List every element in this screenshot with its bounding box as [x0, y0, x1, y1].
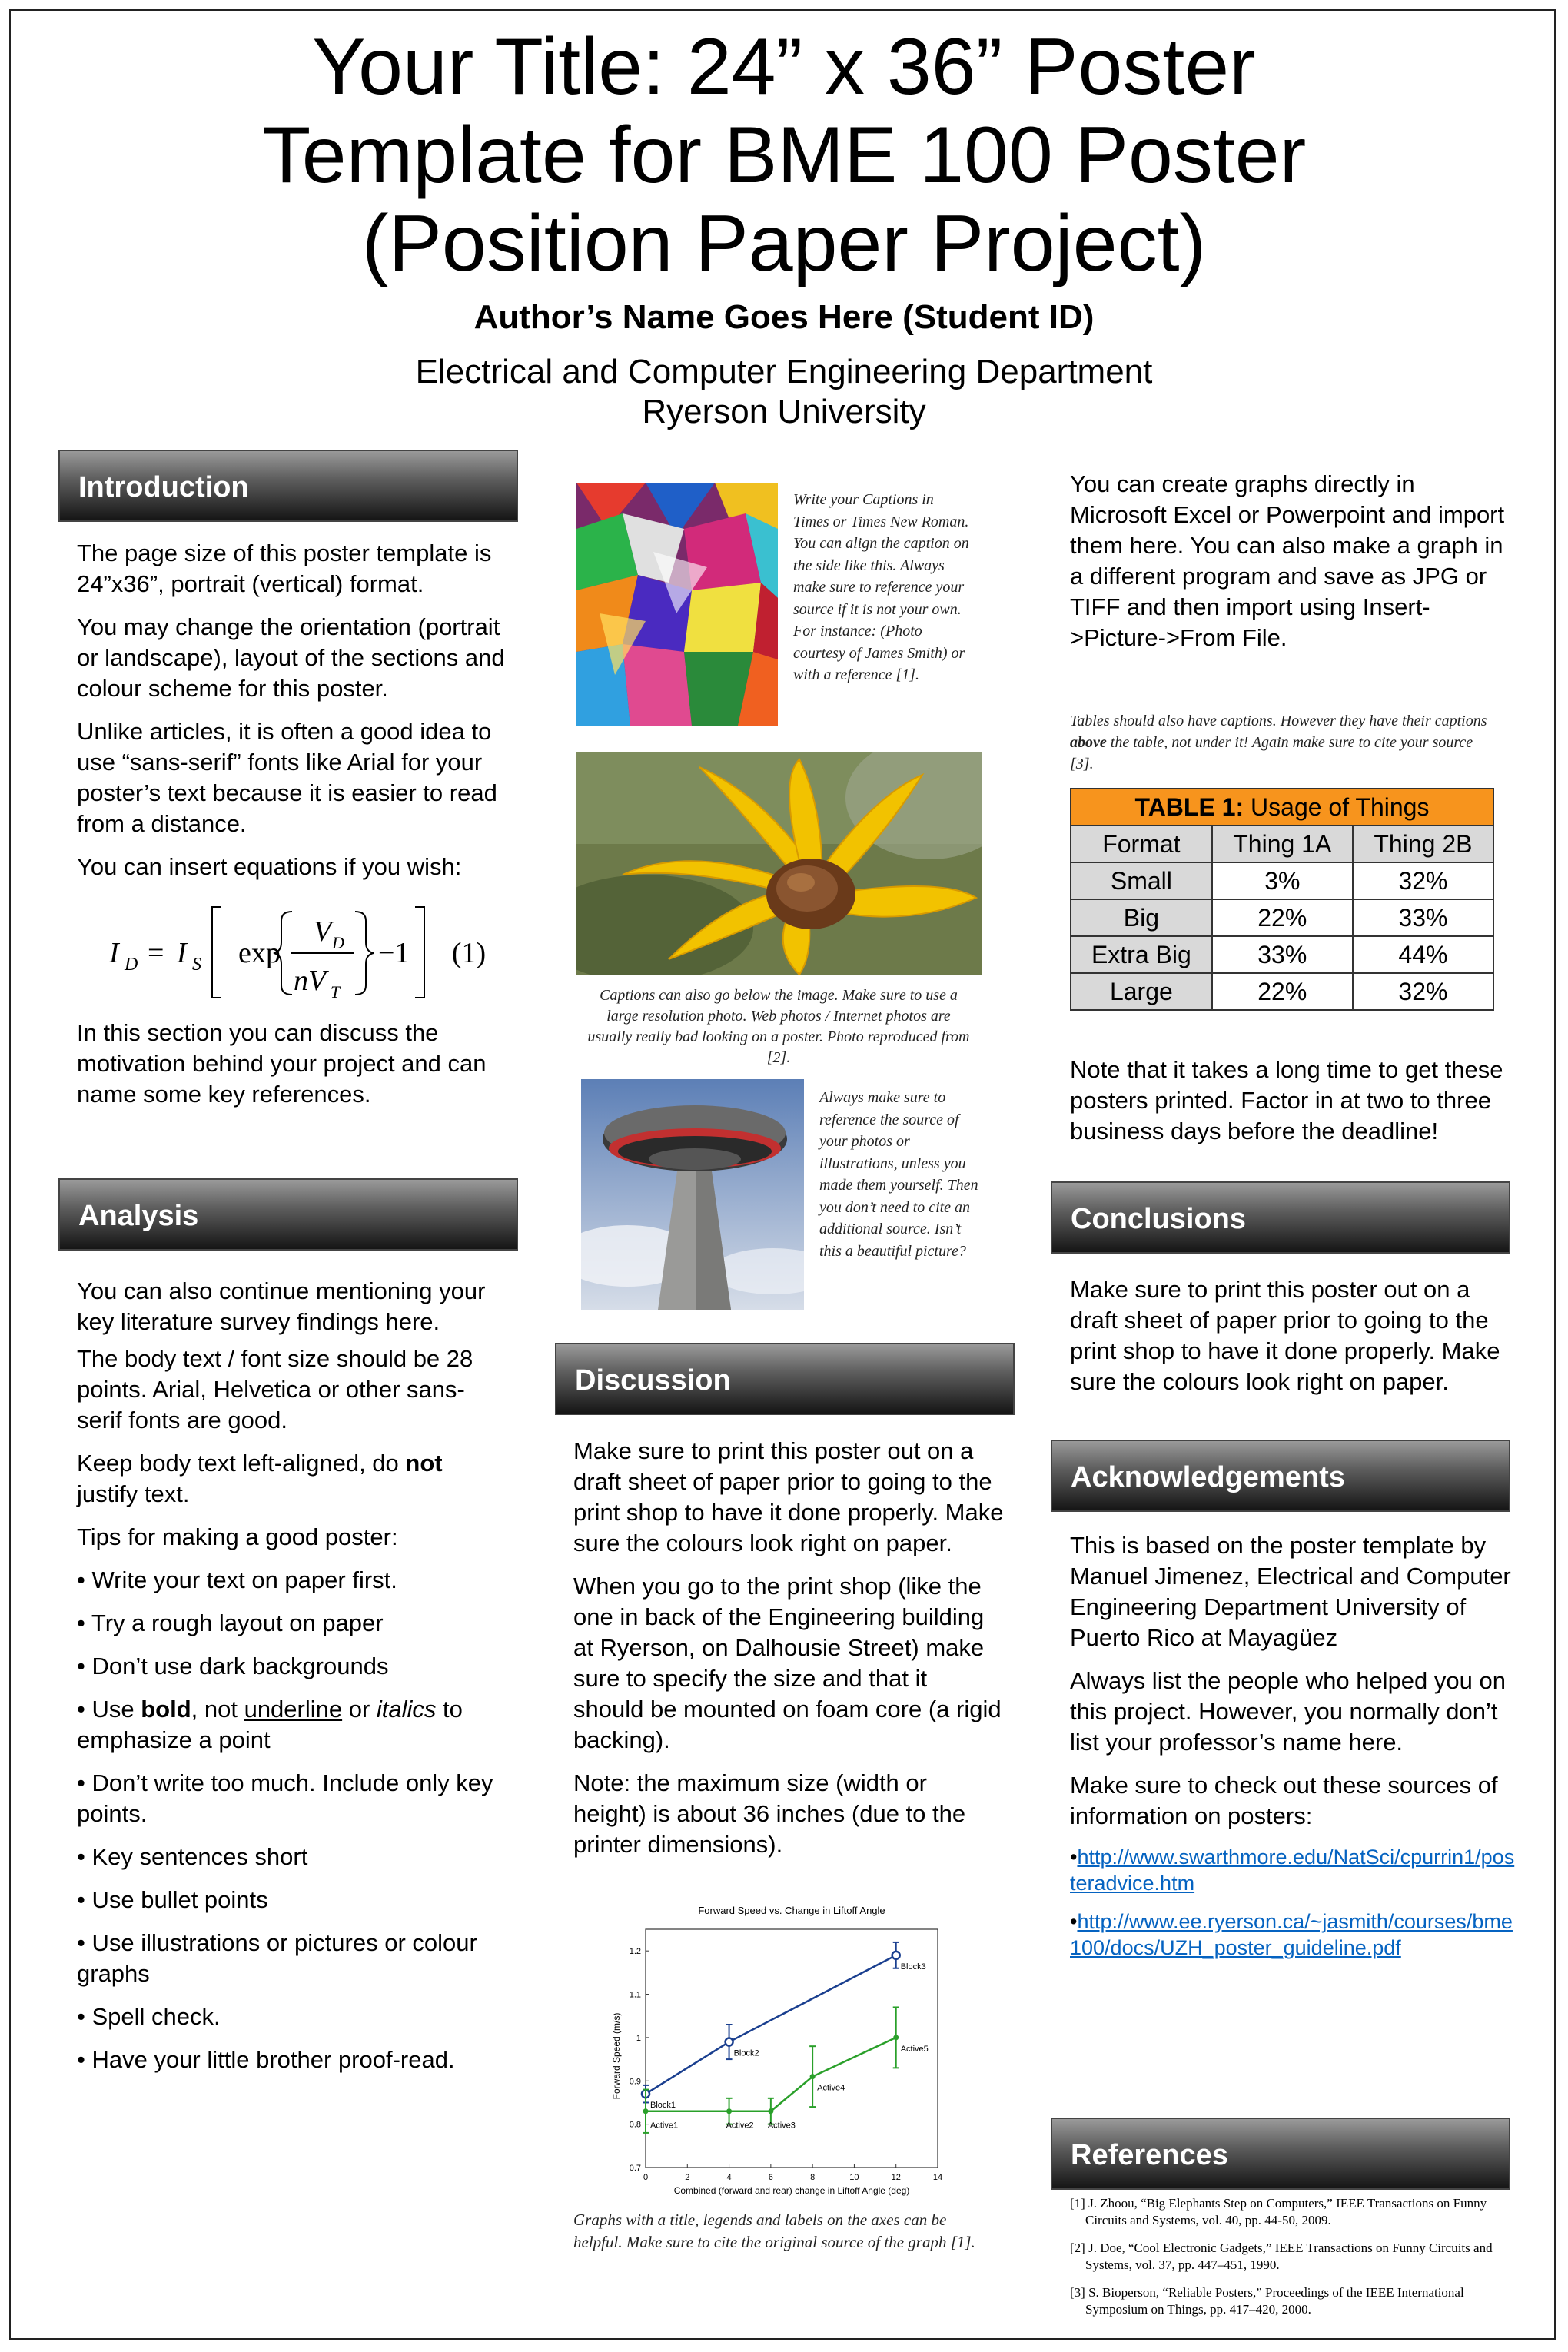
- chart-y-tick-label: 1.2: [629, 1947, 641, 1957]
- intro-paragraph: You can insert equations if you wish:: [77, 853, 462, 880]
- photo-caption-below: Captions can also go below the image. Make sure to use a large resolution photo. Web photos / Internet photos are usually really bad looking on a poster. Photo reproduced from [2].: [587, 987, 970, 1066]
- discussion-paragraph: When you go to the print shop (like the one in back of the Engineering building at Ryerson, on Dalhousie Street) make sure to specify the size and that it should be mounted on foam core (a rigid backing).: [573, 1573, 1002, 1753]
- analysis-paragraph: The body text / font size should be 28 points. Arial, Helvetica or other sans-serif fonts are good.: [77, 1345, 473, 1433]
- table-row-label: Extra Big: [1071, 936, 1212, 973]
- svg-text:S: S: [192, 955, 201, 975]
- table-header-cell: Thing 2B: [1353, 826, 1493, 862]
- table-row-label: Small: [1071, 862, 1212, 899]
- svg-text:exp: exp: [238, 937, 281, 969]
- ack-paragraph: Always list the people who helped you on this project. However, you normally don’t list your professor’s name here.: [1070, 1667, 1506, 1756]
- chart-x-tick-label: 10: [849, 2173, 859, 2182]
- affiliation: [0, 352, 1568, 432]
- table-cell: 22%: [1212, 973, 1353, 1010]
- chart-data-label: Active3: [767, 2121, 796, 2131]
- table-cell: 33%: [1353, 899, 1493, 936]
- intro-paragraph: Unlike articles, it is often a good idea to use “sans-serif” fonts like Arial for your poster’s text because it is easier to read from a distance.: [77, 718, 497, 837]
- paper-cranes-photo: [576, 483, 778, 726]
- graphs-paragraph: You can create graphs directly in Microsoft Excel or Powerpoint and import them here. You can also make a graph in a different program and save as JPG or TIFF and then import using Insert->Picture->From File.: [1070, 470, 1505, 651]
- chart-point: [726, 2108, 732, 2114]
- references-list: [1070, 2195, 1500, 2329]
- conclusions-header: Conclusions: [1051, 1181, 1510, 1254]
- paper-cranes-image: [576, 483, 778, 726]
- svg-text:V: V: [314, 915, 332, 948]
- analysis-paragraph: You can also continue mentioning your key literature survey findings here.: [77, 1277, 486, 1335]
- ack-paragraph: This is based on the poster template by Manuel Jimenez, Electrical and Computer Engineering Department University of Puerto Rico at Mayagüez: [1070, 1532, 1511, 1651]
- chart-point: [892, 1952, 900, 1959]
- references-header: References: [1051, 2118, 1510, 2190]
- tip-item: [77, 1694, 507, 1756]
- chart-point: [726, 2038, 733, 2046]
- table-cell: 22%: [1212, 899, 1353, 936]
- chart-x-tick-label: 2: [685, 2173, 690, 2182]
- chart-plot-frame: [646, 1929, 938, 2168]
- poster-guideline-link[interactable]: http://www.ee.ryerson.ca/~jasmith/courses/bme100/docs/UZH_poster_guideline.pdf: [1070, 1910, 1513, 1959]
- chart-point: [893, 2035, 899, 2040]
- table-title-label: TABLE 1:: [1134, 792, 1244, 821]
- chart-x-tick-label: 6: [768, 2173, 773, 2182]
- chart-data-label: Block2: [733, 2048, 759, 2058]
- table-row: [1071, 973, 1493, 1010]
- tip-item: • Write your text on paper first.: [77, 1566, 397, 1593]
- photo-caption-side: Write your Captions in Times or Times New Roman. You can align the caption on the side like this. Always make sure to reference your source if it is not your own. For instance: (Photo courtesy of James Smith) or with a reference [1].: [793, 491, 969, 683]
- chart-x-tick-label: 12: [891, 2173, 901, 2182]
- discussion-header: Discussion: [555, 1343, 1015, 1415]
- chart-data-label: Active4: [817, 2083, 845, 2093]
- tip-item: • Key sentences short: [77, 1843, 308, 1870]
- chart-series-line: [646, 1955, 896, 2094]
- chart-x-tick-label: 4: [726, 2173, 732, 2182]
- tips-intro: Tips for making a good poster:: [77, 1523, 398, 1550]
- chart-x-tick-label: 14: [932, 2173, 943, 2182]
- bold-text: above: [1070, 734, 1107, 751]
- poster-title: [0, 23, 1568, 288]
- chart-y-tick-label: 1: [636, 2033, 641, 2043]
- tip-item: • Don’t use dark backgrounds: [77, 1653, 389, 1679]
- chart-data-label: Active5: [900, 2044, 929, 2054]
- link-item: •http://www.ee.ryerson.ca/~jasmith/courses/bme100/docs/UZH_poster_guideline.pdf: [1070, 1910, 1513, 1959]
- text-run: Tables should also have captions. However they have their captions: [1070, 713, 1487, 729]
- speed-chart: [584, 1899, 953, 2198]
- table-row: [1071, 899, 1493, 936]
- svg-text:T: T: [331, 982, 341, 1002]
- svg-text:I: I: [177, 937, 187, 969]
- discussion-paragraph: Make sure to print this poster out on a draft sheet of paper prior to going to the print shop to have it done properly. Make sure the colours look right on paper.: [573, 1437, 1004, 1556]
- poster-advice-link[interactable]: http://www.swarthmore.edu/NatSci/cpurrin1/posteradvice.htm: [1070, 1845, 1515, 1895]
- chart-y-tick-label: 1.1: [629, 1990, 641, 2000]
- text-run: to emphasize a point: [77, 1696, 463, 1753]
- table-header-cell: Thing 1A: [1212, 826, 1353, 862]
- text-run: • Use: [77, 1696, 141, 1722]
- yellow-flower-photo: [576, 752, 982, 975]
- ack-paragraph: Make sure to check out these sources of information on posters:: [1070, 1772, 1498, 1829]
- chart-point: [643, 2108, 649, 2114]
- graph-caption: Graphs with a title, legends and labels on the axes can be helpful. Make sure to cite the original source of the graph [1].: [573, 2211, 975, 2251]
- discussion-paragraph: Note: the maximum size (width or height) is about 36 inches (due to the printer dimensions).: [573, 1769, 966, 1858]
- university: Ryerson University: [642, 393, 926, 430]
- text-run: the table, not under it! Again make sure to cite your source [3].: [1070, 734, 1473, 772]
- analysis-paragraph: [77, 1448, 507, 1510]
- table-cell: 32%: [1353, 862, 1493, 899]
- usage-table: [1070, 788, 1494, 1011]
- usage-table-grid: [1070, 788, 1494, 1011]
- calgary-tower-photo: [581, 1079, 804, 1310]
- intro-paragraph: The page size of this poster template is 24”x36”, portrait (vertical) format.: [77, 540, 492, 597]
- text-run: , not: [191, 1696, 244, 1722]
- yellow-flower-image: [576, 752, 982, 975]
- italic-text: italics: [376, 1696, 437, 1722]
- chart-y-tick-label: 0.8: [629, 2120, 641, 2130]
- reference-item: [2] J. Doe, “Cool Electronic Gadgets,” IEEE Transactions on Funny Circuits and Systems, vol. 37, pp. 447–451, 1990.: [1070, 2241, 1493, 2272]
- svg-text:nV: nV: [294, 965, 327, 997]
- tip-item: • Use illustrations or pictures or colour graphs: [77, 1929, 477, 1987]
- table-row: [1071, 936, 1493, 973]
- table-header-row: [1071, 826, 1493, 862]
- tip-item: • Use bullet points: [77, 1886, 268, 1913]
- tip-item: • Don’t write too much. Include only key points.: [77, 1769, 493, 1827]
- table-title: [1071, 789, 1493, 826]
- table-cell: 33%: [1212, 936, 1353, 973]
- chart-y-tick-label: 0.9: [629, 2077, 641, 2087]
- bold-text: not: [405, 1450, 443, 1477]
- reference-item: [3] S. Bioperson, “Reliable Posters,” Proceedings of the IEEE International Symposium on Things, pp. 417–420, 2000.: [1070, 2285, 1464, 2317]
- table-row-label: Large: [1071, 973, 1212, 1010]
- analysis-header: Analysis: [58, 1178, 518, 1251]
- svg-text:D: D: [125, 955, 138, 975]
- introduction-header: Introduction: [58, 450, 518, 522]
- table-row: [1071, 862, 1493, 899]
- text-run: or: [342, 1696, 377, 1722]
- title-line-3: (Position Paper Project): [361, 199, 1207, 288]
- underlined-text: underline: [244, 1696, 343, 1722]
- equation-number: (1): [451, 937, 487, 969]
- conclusions-body: Make sure to print this poster out on a draft sheet of paper prior to going to the print shop to have it done properly. Make sure the colours look right on paper.: [1070, 1276, 1500, 1395]
- table-title-text: Usage of Things: [1244, 792, 1430, 821]
- introduction-body: [77, 538, 507, 1122]
- tip-item: • Have your little brother proof-read.: [77, 2046, 455, 2073]
- table-row-label: Big: [1071, 899, 1212, 936]
- svg-text:I: I: [109, 937, 119, 969]
- title-line-2: Template for BME 100 Poster: [261, 111, 1307, 200]
- chart-title: Forward Speed vs. Change in Liftoff Angle: [698, 1905, 885, 1916]
- chart-point: [810, 2074, 816, 2079]
- link-item: •http://www.swarthmore.edu/NatSci/cpurrin1/posteradvice.htm: [1070, 1845, 1515, 1895]
- chart-data-label: Active2: [726, 2121, 754, 2131]
- department: Electrical and Computer Engineering Department: [415, 353, 1153, 390]
- analysis-body: [77, 1276, 507, 2088]
- chart-y-tick-label: 0.7: [629, 2164, 641, 2173]
- svg-text:D: D: [332, 933, 344, 952]
- intro-paragraph: You may change the orientation (portrait or landscape), layout of the sections and colour scheme for this poster.: [77, 613, 505, 702]
- author-line: Author’s Name Goes Here (Student ID): [473, 298, 1095, 336]
- table-cell: 44%: [1353, 936, 1493, 973]
- tip-item: • Spell check.: [77, 2003, 221, 2030]
- photo-caption-side: Always make sure to reference the source of your photos or illustrations, unless you made them yourself. Then you don’t need to cite an additional source. Isn’t this a beautiful picture?: [819, 1089, 978, 1260]
- chart-data-label: Block3: [900, 1962, 926, 1972]
- svg-text:=: =: [148, 937, 164, 969]
- text-run: Keep body text left-aligned, do: [77, 1450, 406, 1477]
- discussion-body: [573, 1436, 1004, 1872]
- bold-text: bold: [141, 1696, 191, 1722]
- chart-x-tick-label: 0: [643, 2173, 649, 2182]
- table-header-cell: Format: [1071, 826, 1212, 862]
- intro-paragraph: In this section you can discuss the motivation behind your project and can name some key references.: [77, 1019, 487, 1108]
- title-line-1: Your Title: 24” x 36” Poster: [312, 22, 1256, 111]
- chart-y-label: Forward Speed (m/s): [611, 2012, 622, 2100]
- equation: [77, 895, 507, 1018]
- chart-data-label: Active1: [650, 2121, 679, 2131]
- speed-chart-svg: [584, 1899, 953, 2198]
- acknowledgements-body: [1070, 1530, 1516, 1973]
- tip-item: • Try a rough layout on paper: [77, 1610, 384, 1636]
- svg-text:−1: −1: [378, 937, 410, 969]
- acknowledgements-header: Acknowledgements: [1051, 1440, 1510, 1512]
- table-cell: 3%: [1212, 862, 1353, 899]
- chart-point: [768, 2108, 773, 2114]
- chart-x-label: Combined (forward and rear) change in Liftoff Angle (deg): [673, 2185, 910, 2196]
- text-run: justify text.: [77, 1480, 190, 1507]
- chart-data-label: Block1: [650, 2101, 676, 2111]
- tower-image: [581, 1079, 804, 1310]
- chart-x-tick-label: 8: [810, 2173, 816, 2182]
- reference-item: [1] J. Zhoou, “Big Elephants Step on Computers,” IEEE Transactions on Funny Circuits and Systems, vol. 40, pp. 44-50, 2009.: [1070, 2196, 1487, 2227]
- table-cell: 32%: [1353, 973, 1493, 1010]
- table-caption-note: [1070, 710, 1493, 775]
- printing-note: Note that it takes a long time to get these posters printed. Factor in at two to three business days before the deadline!: [1070, 1056, 1503, 1144]
- equation-graphic: [77, 895, 507, 1010]
